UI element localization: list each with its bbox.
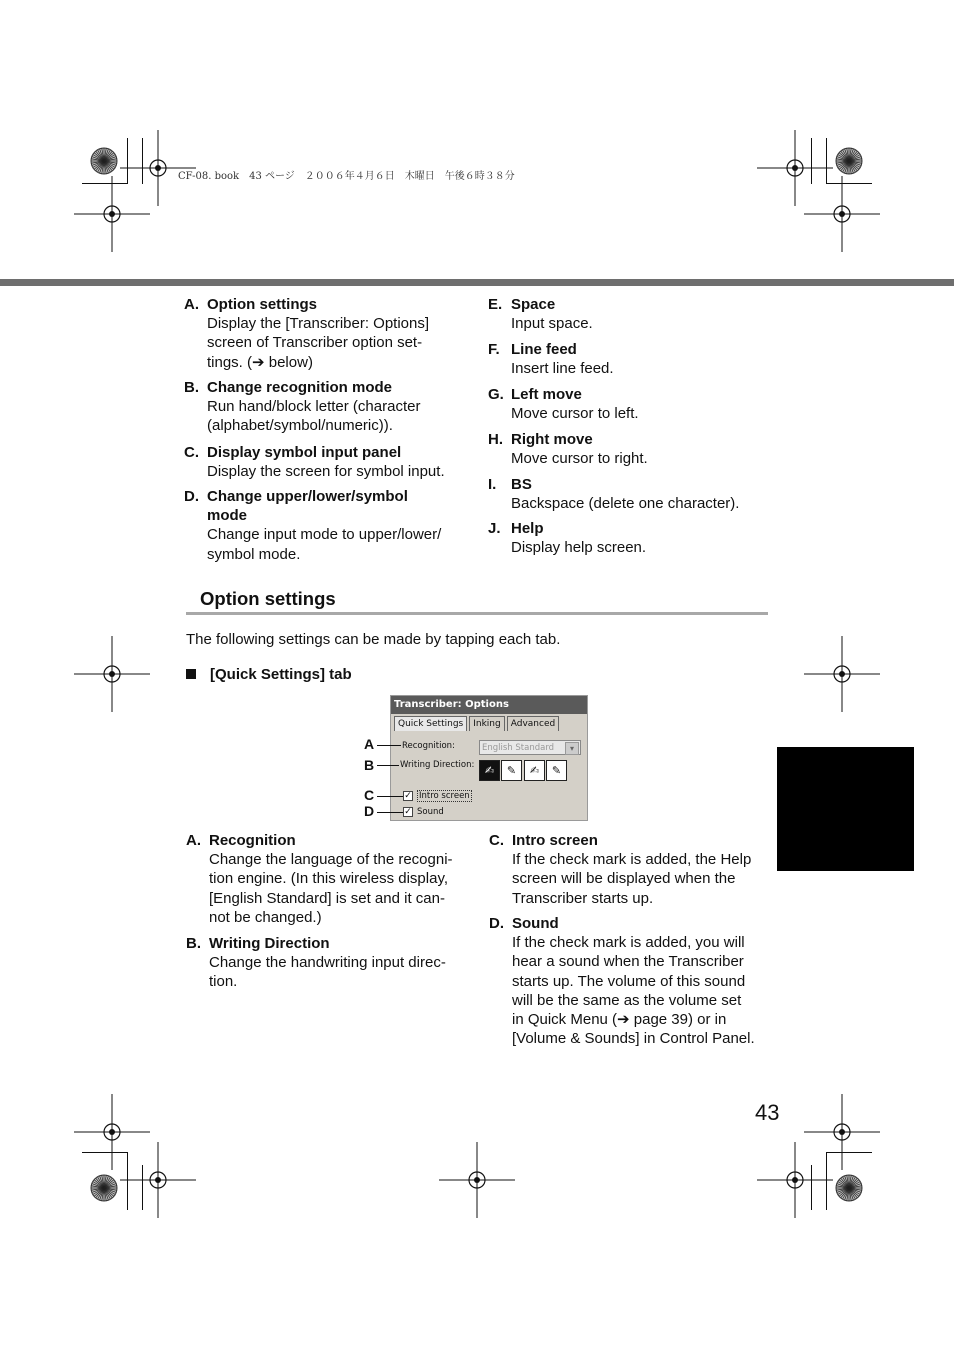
- section-intro: The following settings can be made by tapping each tab.: [186, 631, 561, 648]
- item-title: Writing Direction: [209, 935, 330, 952]
- intro-screen-checkbox[interactable]: ✓: [404, 791, 412, 801]
- intro-screen-label: Intro screen: [419, 791, 470, 801]
- item-letter: A.: [186, 832, 201, 849]
- list-item: [184, 295, 474, 372]
- list-item: [488, 295, 778, 333]
- chapter-tab-block: [777, 747, 914, 871]
- sound-checkbox[interactable]: ✓: [404, 807, 412, 817]
- callout-line-b: [377, 765, 399, 766]
- registration-starburst-icon: [834, 1173, 864, 1203]
- crop-mark: [127, 138, 128, 184]
- item-text: Display the screen for symbol input.: [207, 463, 445, 481]
- registration-starburst-icon: [89, 146, 119, 176]
- item-text: Change the language of the recogni-: [209, 851, 453, 869]
- callout-c: C: [364, 787, 375, 803]
- item-text: tion engine. (In this wireless display,: [209, 870, 449, 888]
- item-title: Display symbol input panel: [207, 444, 402, 461]
- tab-quick-settings[interactable]: Quick Settings: [394, 716, 467, 731]
- item-letter: B.: [186, 935, 201, 952]
- item-title: Right move: [511, 431, 593, 448]
- registration-starburst-icon: [89, 1173, 119, 1203]
- list-item: [186, 934, 476, 992]
- crop-mark: [82, 1152, 128, 1153]
- item-text: Change input mode to upper/lower/: [207, 526, 442, 544]
- item-text: screen of Transcriber option set-: [207, 334, 423, 352]
- crop-mark: [826, 138, 827, 184]
- callout-b: B: [364, 757, 375, 773]
- item-text: screen will be displayed when the: [512, 870, 736, 888]
- tab-inking[interactable]: Inking: [469, 716, 505, 731]
- registration-crosshair-icon: [755, 1140, 835, 1220]
- item-letter: D.: [489, 915, 504, 932]
- item-text: [English Standard] is set and it can-: [209, 889, 445, 907]
- callout-line-a: [377, 745, 401, 746]
- direction-pen-icon-2[interactable]: ✎: [501, 760, 522, 781]
- item-text: Input space.: [511, 315, 593, 333]
- item-title: Left move: [511, 386, 582, 403]
- transcriber-options-screenshot: [390, 695, 588, 821]
- item-title: Option settings: [207, 296, 317, 313]
- item-text: Backspace (delete one character).: [511, 495, 740, 513]
- tab-advanced[interactable]: Advanced: [507, 716, 559, 731]
- crop-mark: [811, 138, 812, 184]
- item-text: Move cursor to left.: [511, 405, 639, 423]
- item-text: If the check mark is added, the Help: [512, 851, 752, 869]
- dialog-tabs: [394, 716, 561, 731]
- item-text: (alphabet/symbol/numeric)).: [207, 417, 393, 435]
- item-letter: D.: [184, 488, 199, 505]
- callout-a: A: [364, 736, 375, 752]
- registration-crosshair-icon: [118, 1140, 198, 1220]
- print-header-meta: CF-08. book 43 ページ ２００６年４月６日 木曜日 午後６時３８分: [178, 171, 515, 182]
- section-rule: [186, 612, 768, 615]
- item-title: Recognition: [209, 832, 296, 849]
- bullet-text: [Quick Settings] tab: [210, 666, 352, 683]
- item-text: Insert line feed.: [511, 360, 614, 378]
- writing-direction-label: Writing Direction:: [400, 760, 475, 770]
- item-text: Move cursor to right.: [511, 450, 648, 468]
- item-letter: G.: [488, 386, 504, 403]
- item-letter: E.: [488, 296, 503, 313]
- item-text: not be changed.): [209, 908, 322, 926]
- recognition-value: English Standard: [482, 743, 555, 753]
- item-letter: I.: [488, 476, 497, 493]
- recognition-label: Recognition:: [402, 741, 455, 751]
- registration-starburst-icon: [834, 146, 864, 176]
- list-item: [488, 430, 778, 468]
- registration-crosshair-icon: [802, 634, 882, 714]
- top-rule: [0, 279, 954, 286]
- crop-mark: [811, 1165, 812, 1210]
- direction-pen-icon-4[interactable]: ✎: [546, 760, 567, 781]
- direction-pen-icon-3[interactable]: ✍: [524, 760, 545, 781]
- item-title: Space: [511, 296, 556, 313]
- list-item: [489, 914, 779, 1048]
- crop-mark: [142, 1165, 143, 1210]
- item-text: Display the [Transcriber: Options]: [207, 315, 430, 333]
- item-title: Help: [511, 520, 544, 537]
- registration-crosshair-icon: [72, 634, 152, 714]
- item-text: Display help screen.: [511, 539, 647, 557]
- registration-crosshair-icon: [72, 174, 152, 254]
- item-text: Change the handwriting input direc-: [209, 954, 446, 972]
- item-title: Sound: [512, 915, 559, 932]
- crop-mark: [82, 183, 128, 184]
- list-item: [488, 475, 778, 513]
- crop-mark: [142, 138, 143, 184]
- item-letter: C.: [184, 444, 199, 461]
- list-item: [488, 519, 778, 557]
- crop-mark: [127, 1152, 128, 1210]
- item-text: Run hand/block letter (character: [207, 398, 421, 416]
- item-text: symbol mode.: [207, 545, 301, 563]
- item-letter: J.: [488, 520, 501, 537]
- item-text: tion.: [209, 973, 238, 991]
- item-title: BS: [511, 476, 532, 493]
- item-text: hear a sound when the Transcriber: [512, 953, 744, 971]
- item-text: [Volume & Sounds] in Control Panel.: [512, 1030, 755, 1048]
- item-text: If the check mark is added, you will: [512, 934, 745, 952]
- item-text: in Quick Menu (➔ page 39) or in: [512, 1011, 727, 1029]
- item-text: Transcriber starts up.: [512, 889, 654, 907]
- section-title: Option settings: [200, 588, 336, 609]
- item-title: Line feed: [511, 341, 577, 358]
- item-title: Change upper/lower/symbol: [207, 488, 408, 505]
- list-item: [184, 443, 474, 481]
- chevron-down-icon: ▾: [565, 742, 579, 755]
- item-letter: H.: [488, 431, 503, 448]
- list-item: [489, 831, 779, 908]
- registration-crosshair-icon: [437, 1140, 517, 1220]
- callout-d: D: [364, 803, 375, 819]
- list-item: [488, 385, 778, 423]
- direction-pen-icon-1[interactable]: ✍: [479, 760, 500, 781]
- list-item: [186, 831, 476, 927]
- dialog-title: Transcriber: Options: [391, 696, 587, 714]
- crop-mark: [826, 1152, 872, 1153]
- item-title-cont: mode: [207, 507, 248, 525]
- callout-line-d: [377, 812, 403, 813]
- registration-crosshair-icon: [802, 174, 882, 254]
- item-text: starts up. The volume of this sound: [512, 972, 746, 990]
- callout-line-c: [377, 796, 403, 797]
- page-number: 43: [755, 1100, 780, 1125]
- crop-mark: [826, 183, 872, 184]
- list-item: [184, 487, 474, 564]
- sound-label: Sound: [417, 807, 444, 817]
- item-letter: F.: [488, 341, 500, 358]
- recognition-select[interactable]: [479, 740, 581, 755]
- bullet-heading: [186, 666, 352, 683]
- crop-mark: [826, 1152, 827, 1210]
- item-title: Change recognition mode: [207, 379, 393, 396]
- item-text: tings. (➔ below): [207, 353, 313, 371]
- list-item: [488, 340, 778, 378]
- item-letter: C.: [489, 832, 504, 849]
- item-letter: A.: [184, 296, 199, 313]
- bullet-square-icon: [186, 669, 196, 679]
- item-title: Intro screen: [512, 832, 598, 849]
- item-letter: B.: [184, 379, 199, 396]
- list-item: [184, 378, 474, 436]
- item-text: will be the same as the volume set: [512, 991, 742, 1009]
